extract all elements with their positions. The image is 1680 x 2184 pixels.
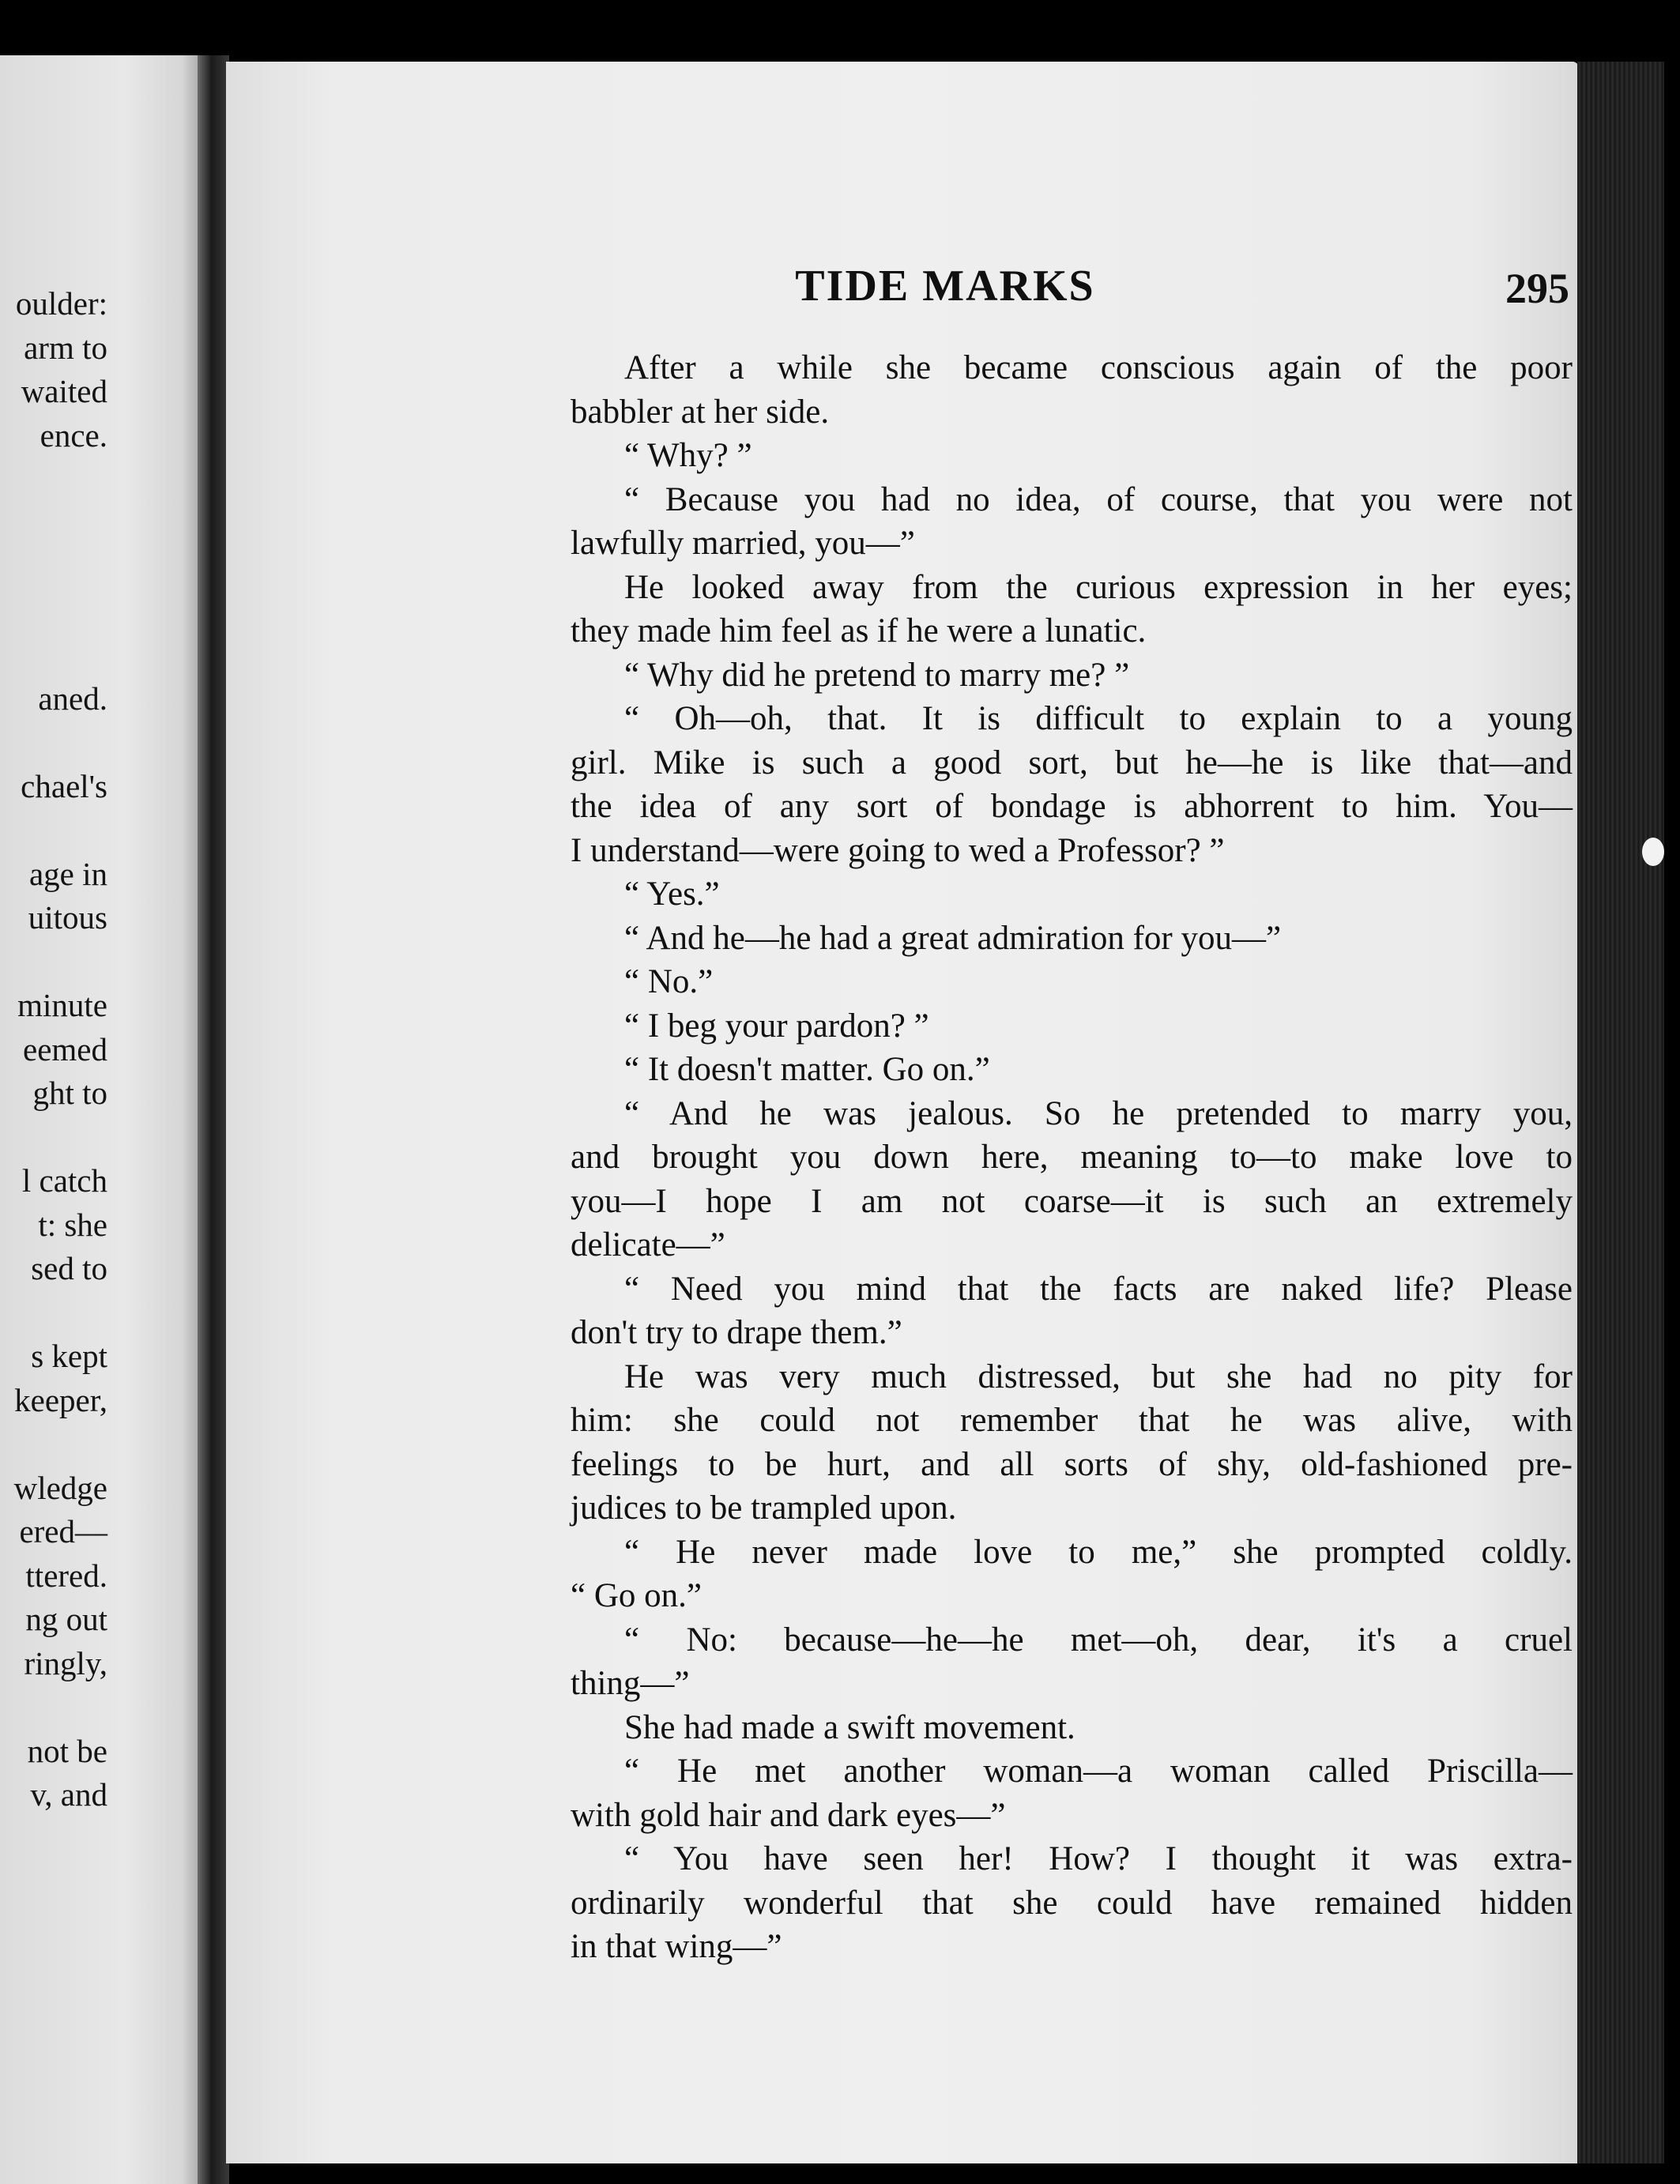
book-gutter: [198, 55, 229, 2184]
left-page-line: waited: [21, 373, 107, 409]
text-line: judices to be trampled upon.: [571, 1489, 957, 1527]
text-line: girl. Mike is such a good sort, but he—he is like that—and: [571, 744, 1573, 781]
text-line: I understand—were going to wed a Professor? ”: [571, 831, 1225, 869]
text-line: “ No: because—he—he met—oh, dear, it's a cruel: [624, 1621, 1573, 1659]
left-page-line: ered—: [19, 1513, 107, 1550]
text-line: feelings to be hurt, and all sorts of shy, old-fashioned pre-: [571, 1445, 1573, 1483]
left-page-line: eemed: [23, 1030, 107, 1068]
left-page-line: uitous: [28, 899, 107, 936]
left-page-line: [14, 589, 107, 634]
text-line: thing—”: [571, 1665, 690, 1702]
text-line: “ Oh—oh, that. It is difficult to explain to a young: [624, 700, 1573, 737]
left-page-line: [14, 721, 107, 765]
left-page-line: s kept: [31, 1338, 107, 1374]
scan-speck: [1642, 838, 1664, 866]
text-line: with gold hair and dark eyes—”: [571, 1796, 1006, 1834]
left-page-line: [14, 1291, 107, 1335]
left-page-line: ng out: [25, 1601, 107, 1637]
text-line: “ And he was jealous. So he pretended to marry you,: [624, 1094, 1573, 1132]
text-line: “ Need you mind that the facts are naked life? Please: [624, 1270, 1573, 1308]
text-line: and brought you down here, meaning to—to make love to: [571, 1139, 1573, 1176]
left-page-text-fragments: [14, 282, 107, 1817]
page-number: 295: [1505, 265, 1569, 312]
left-page-line: [14, 502, 107, 546]
text-line: “ He never made love to me,” she prompted coldly.: [624, 1533, 1573, 1571]
left-page-line: arm to: [24, 329, 107, 366]
text-line: “ No.”: [624, 963, 714, 1000]
text-line: “ He met another woman—a woman called Priscilla—: [624, 1753, 1573, 1790]
text-line: delicate—”: [571, 1226, 725, 1263]
left-facing-page: [0, 55, 207, 2184]
text-line: “ Go on.”: [571, 1577, 702, 1614]
left-page-line: keeper,: [14, 1381, 107, 1418]
left-page-line: aned.: [38, 680, 107, 717]
left-page-line: not be: [27, 1732, 107, 1769]
left-page-line: [14, 1116, 107, 1160]
text-line: babbler at her side.: [571, 393, 830, 431]
left-page-line: oulder:: [15, 285, 107, 322]
left-page-line: wledge: [13, 1469, 107, 1506]
page-block-edge: [1577, 62, 1664, 2163]
text-line: the idea of any sort of bondage is abhorrent to him. You—: [571, 788, 1573, 825]
left-page-line: [14, 940, 107, 985]
left-page-line: v, and: [30, 1776, 107, 1813]
left-page-line: sed to: [31, 1250, 107, 1286]
text-line: She had made a swift movement.: [624, 1708, 1075, 1746]
text-line: “ You have seen her! How? I thought it was extra-: [624, 1840, 1573, 1877]
left-page-line: ringly,: [24, 1644, 107, 1681]
body-text: [571, 346, 1573, 1969]
text-line: him: she could not remember that he was alive, with: [571, 1402, 1573, 1439]
text-line: don't try to drape them.”: [571, 1314, 902, 1351]
text-line: “ Why? ”: [624, 437, 752, 474]
text-line: He looked away from the curious expression in her eyes;: [624, 568, 1573, 606]
text-line: “ Why did he pretend to marry me? ”: [624, 656, 1130, 694]
text-line: He was very much distressed, but she had no pity for: [624, 1357, 1573, 1395]
left-page-line: l catch: [21, 1162, 107, 1199]
left-page-line: t: she: [38, 1206, 107, 1243]
left-page-line: [14, 458, 107, 502]
right-page: [226, 62, 1579, 2163]
left-page-line: ttered.: [25, 1557, 107, 1594]
text-line: “ It doesn't matter. Go on.”: [624, 1051, 990, 1088]
left-page-line: age in: [28, 855, 107, 892]
text-line: “ Yes.”: [624, 875, 720, 913]
left-page-line: ence.: [40, 416, 107, 454]
text-line: they made him feel as if he were a lunatic.: [571, 612, 1147, 650]
text-line: After a while she became conscious again of the poor: [624, 349, 1573, 386]
left-page-line: chael's: [21, 767, 107, 804]
left-page-line: [14, 633, 107, 677]
text-line: you—I hope I am not coarse—it is such an extremely: [571, 1182, 1573, 1220]
page-title: TIDE MARKS: [795, 262, 1095, 311]
text-line: lawfully married, you—”: [571, 525, 915, 562]
running-head: [226, 261, 1569, 316]
left-page-line: minute: [17, 987, 107, 1023]
text-line: in that wing—”: [571, 1928, 782, 1965]
left-page-line: ght to: [32, 1075, 107, 1111]
text-line: “ Because you had no idea, of course, that you were not: [624, 480, 1573, 518]
left-page-line: [14, 545, 107, 589]
left-page-line: [14, 1422, 107, 1467]
left-page-line: [14, 1685, 107, 1730]
left-page-line: [14, 808, 107, 853]
text-line: “ And he—he had a great admiration for you—”: [624, 919, 1282, 957]
text-line: ordinarily wonderful that she could have remained hidden: [571, 1884, 1573, 1922]
text-line: “ I beg your pardon? ”: [624, 1007, 929, 1045]
